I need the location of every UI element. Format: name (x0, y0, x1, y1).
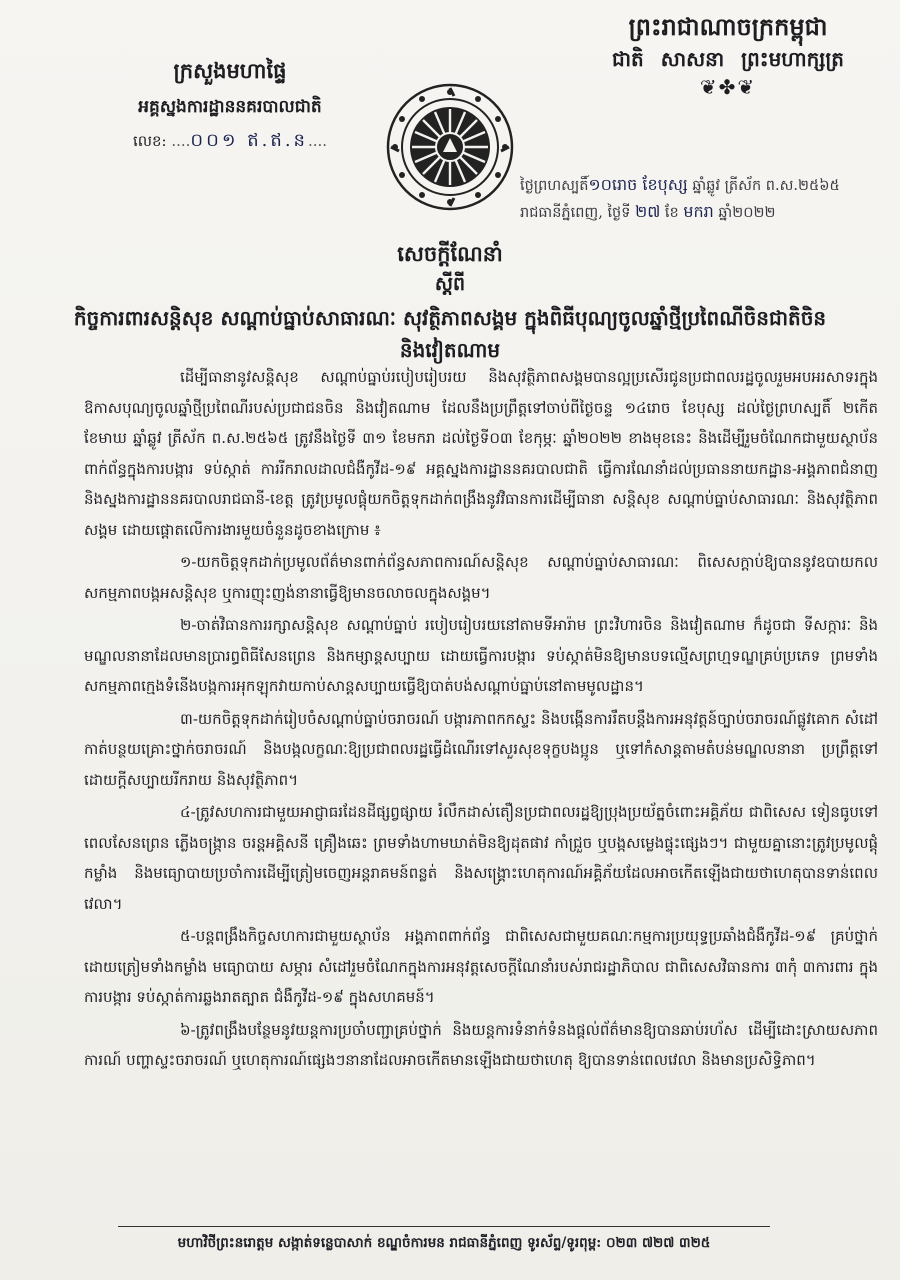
document-title (0, 238, 900, 366)
list-item: ៣-យកចិត្តទុកដាក់រៀបចំសណ្តាប់ធ្នាប់ចរាចរណ៍ បង្ការភាពកកស្ទះ និងបង្កើនការរឹតបន្តឹងការអនុវត្តន៍ច្បាប់ចរាចរណ៍ផ្លូវគោក សំដៅកាត់បន្ថយគ្រោះថ្នាក់ចរាចរណ៍ និងបង្កលក្ខណៈឱ្យប្រជាពលរដ្ឋធ្វើដំណើរទៅសួរសុខទុក្ខបងប្អូន ឬទៅកំសាន្តតាមតំបន់មណ្ឌលនានា ប្រព្រឹត្តទៅដោយក្តីសប្បាយរីករាយ និងសុវត្ថិភាព។ (84, 709, 878, 789)
doc-number-label: លេខ: (132, 132, 167, 150)
document-number: លេខ: ....០០១ ឥ.ឥ.ន.... (132, 130, 328, 151)
title-line-2: ស្តីពី (434, 273, 466, 295)
list-item: ៦-ត្រូវពង្រឹងបន្ថែមនូវយន្តការប្រចាំបញ្ជាគ្រប់ថ្នាក់ និងយន្តការទំនាក់ទំនងផ្តល់ព័ត៌មានឱ្យបានឆាប់រហ័ស ដើម្បីដោះស្រាយសភាពការណ៍ បញ្ហាស្ទះចរាចរណ៍ ឬហេតុការណ៍ផ្សេងៗនានាដែលអាចកើតមានឡើងជាយថាហេតុ ឱ្យបានទាន់ពេលវេលា និងមានប្រសិទ្ធិភាព។ (84, 1020, 878, 1069)
issuer-header (100, 54, 360, 155)
ornament-divider: ❦✤❦ (699, 75, 757, 99)
month-label: ខែ (664, 205, 679, 221)
lunar-date (520, 172, 885, 199)
footer-divider (118, 1226, 770, 1227)
ministry-name: ក្រសួងមហាផ្ទៃ (173, 58, 287, 83)
list-item: ៤-ត្រូវសហការជាមួយអាជ្ញាធរដែនដីផ្សព្វផ្សាយ រំលឹកដាស់តឿនប្រជាពលរដ្ឋឱ្យប្រុងប្រយ័ត្នចំពោះអគ្គិភ័យ ជាពិសេស ទៀនធូបទៅពេលសែនព្រេន ភ្លើងចង្ក្រាន ចរន្តអគ្គិសនី គ្រឿងឆេះ ព្រមទាំងហាមឃាត់មិនឱ្យដុតផាវ កាំជ្រួច ឬបង្កសម្លេងផ្ទុះផ្សេងៗ។ ជាមួយគ្នានោះត្រូវប្រមូលផ្តុំកម្លាំង និងមធ្យោបាយប្រចាំការដើម្បីត្រៀមចេញអន្តរាគមន៍ពន្លត់ និងសង្គ្រោះហេតុការណ៍អគ្គិភ័យដែលអាចកើតឡើងជាយថាហេតុបានទាន់ពេលវេលា។ (84, 803, 878, 913)
date-block (520, 172, 885, 226)
list-item: ២-ចាត់វិធានការរក្សាសន្តិសុខ សណ្តាប់ធ្នាប់ របៀបរៀបរយនៅតាមទីអារ៉ាម ព្រះវិហារចិន និងវៀតណាម ក៏ដូចជា ទីសក្ការៈ និងមណ្ឌលនានាដែលមានប្រារព្ធពិធីសែនព្រេន និងកម្សាន្តសប្បាយ ដោយធ្វើការបង្ការ ទប់ស្កាត់មិនឱ្យមានបទល្មើសព្រហ្មទណ្ឌគ្រប់ប្រភេទ ព្រមទាំងសកម្មភាពក្មេងទំនើងបង្កការអុកឡុកវាយកាប់សាន្តសប្បាយធ្វើឱ្យបាត់បង់សណ្តាប់ធ្នាប់នៅតាមមូលដ្ឋាន។ (84, 616, 878, 695)
footer-address: មហាវិថីព្រះនរោត្តម សង្កាត់ទន្លេបាសាក់ ខណ្ឌចំការមន រាជធានីភ្នំពេញ ទូរស័ព្ទ/ទូរពុម្ព: ០២៣ ៧២៧ ៣២៥ (177, 1235, 711, 1251)
doc-number-value: ០០១ ឥ.ឥ.ន (190, 130, 308, 151)
list-item: ១-យកចិត្តទុកដាក់ប្រមូលព័ត៌មានពាក់ព័ន្ធសភាពការណ៍សន្តិសុខ សណ្តាប់ធ្នាប់សាធារណៈ ពិសេសក្តាប់ឱ្យបាននូវឧបាយកល សកម្មភាពបង្កអសន្តិសុខ ឬការញុះញង់នានាធ្វើឱ្យមានចលាចលក្នុងសង្គម។ (84, 553, 878, 602)
lunar-year: ឆ្នាំឆ្លូវ ត្រីស័ក ព.ស.២៥៦៥ (692, 178, 840, 194)
title-line-1: សេចក្តីណែនាំ (397, 241, 503, 266)
kingdom-title: ព្រះរាជាណាចក្រកម្ពុជា (628, 12, 828, 41)
department-name: អគ្គស្នងការដ្ឋាននគរបាលជាតិ (138, 97, 322, 117)
solar-date (520, 199, 885, 226)
police-emblem-icon (385, 82, 515, 212)
lunar-day-month: ១០រោច ខែបុស្ស (588, 175, 688, 194)
place-date-label: រាជធានីភ្នំពេញ, ថ្ងៃទី (520, 205, 631, 221)
solar-month: មករា (683, 202, 714, 221)
national-header (578, 10, 878, 100)
list-item: ៥-បន្តពង្រឹងកិច្ចសហការជាមួយស្ថាប័ន អង្គភាពពាក់ព័ន្ធ ជាពិសេសជាមួយគណៈកម្មការប្រយុទ្ធប្រឆាំងជំងឺកូវីដ-១៩ គ្រប់ថ្នាក់ ដោយត្រៀមទាំងកម្លាំង មធ្យោបាយ សម្ភារ សំដៅរួមចំណែកក្នុងការអនុវត្តសេចក្តីណែនាំរបស់រាជរដ្ឋាភិបាល ជាពិសេសវិធានការ ៣កុំ ៣ការពារ ក្នុងការបង្ការ ទប់ស្កាត់ការឆ្លងរាតត្បាត ជំងឺកូវីដ-១៩ ក្នុងសហគមន៍។ (84, 927, 878, 1006)
document-body (84, 362, 878, 1078)
solar-day: ២៧ (635, 202, 661, 221)
lunar-weekday: ថ្ងៃព្រហស្បតិ៍ (520, 178, 589, 194)
solar-year: ឆ្នាំ២០២២ (718, 205, 776, 221)
intro-paragraph: ដើម្បីធានានូវសន្តិសុខ សណ្តាប់ធ្នាប់របៀបរៀបរយ និងសុវត្ថិភាពសង្គមបានល្អប្រសើរជូនប្រជាពលរដ្ឋចូលរួមអបអរសាទរក្នុងឱកាសបុណ្យចូលឆ្នាំថ្មីប្រពៃណីរបស់ប្រជាជនចិន និងវៀតណាម ដែលនឹងប្រព្រឹត្តទៅចាប់ពីថ្ងៃចន្ទ ១៤រោច ខែបុស្ស ដល់ថ្ងៃព្រហស្បតិ៍ ២កើត ខែមាឃ ឆ្នាំឆ្លូវ ត្រីស័ក ព.ស.២៥៦៥ ត្រូវនឹងថ្ងៃទី ៣១ ខែមករា ដល់ថ្ងៃទី០៣ ខែកុម្ភៈ ឆ្នាំ២០២២ ខាងមុខនេះ និងដើម្បីរួមចំណែកជាមួយស្ថាប័នពាក់ព័ន្ធក្នុងការបង្ការ ទប់ស្កាត់ ការរីករាលដាលជំងឺកូវីដ-១៩ អគ្គស្នងការដ្ឋាននគរបាលជាតិ ធ្វើការណែនាំដល់ប្រធាននាយកដ្ឋាន-អង្គភាពជំនាញ និងស្នងការដ្ឋាននគរបាលរាជធានី-ខេត្ត ត្រូវប្រមូលផ្តុំយកចិត្តទុកដាក់ពង្រឹងនូវវិធានការដើម្បីធានា សន្តិសុខ សណ្តាប់ធ្នាប់សាធារណៈ និងសុវត្ថិភាពសង្គម ដោយផ្តោតលើការងារមួយចំនួនដូចខាងក្រោម ៖ (84, 368, 878, 539)
title-subject: កិច្ចការពារសន្តិសុខ សណ្តាប់ធ្នាប់សាធារណៈ សុវត្ថិភាពសង្គម ក្នុងពិធីបុណ្យចូលឆ្នាំថ្មីប្រពៃណីចិនជាតិចិន និងវៀតណាម (73, 306, 827, 362)
national-motto: ជាតិ សាសនា ព្រះមហាក្សត្រ (612, 47, 844, 71)
